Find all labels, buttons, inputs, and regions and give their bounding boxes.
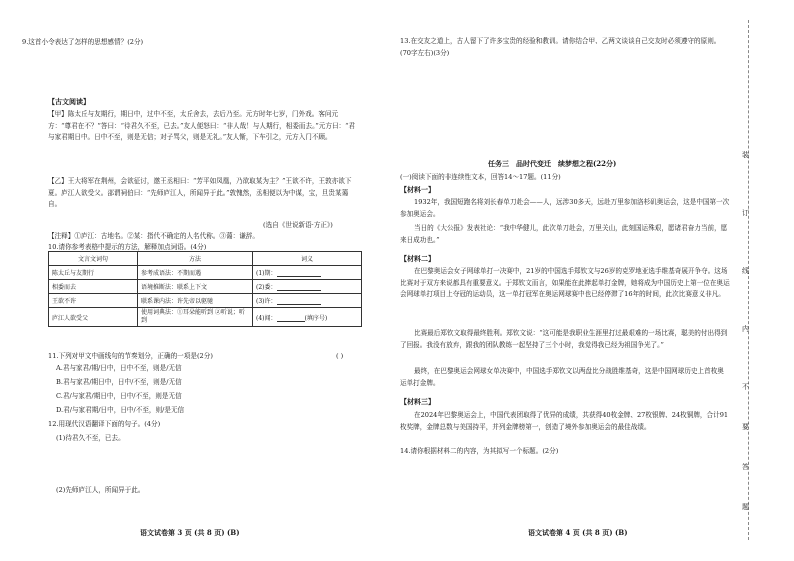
table-cell: 语境推断法：联系上下文 (138, 280, 253, 294)
answer-bracket[interactable]: ( ) (336, 352, 344, 360)
margin-char: 内 (742, 325, 749, 333)
passage-source: (选自《世说新语·方正》) (263, 221, 333, 229)
table-header: 文言文词句 (49, 252, 138, 266)
table-cell-answer (253, 294, 362, 308)
table-cell: 庐江人欲受父 (49, 308, 138, 327)
option-c[interactable]: C.君/与家君/期日中，日中/不至，则是无信 (56, 392, 182, 400)
table-cell: 使用词典法：①耳朵能听到 ②听说；听到 (138, 308, 253, 327)
question-12: 12.用现代汉语翻译下面的句子。(4分) (48, 420, 161, 428)
answer-blank[interactable] (277, 284, 321, 291)
table-row (49, 266, 362, 280)
table-cell: 联系课内法：许先帝以驱驰 (138, 294, 253, 308)
answer-label: (2)委： (256, 284, 277, 291)
margin-char: 不 (742, 383, 749, 391)
page-footer-right: 语文试卷第 4 页 (共 8 页) (B) (528, 528, 628, 537)
answer-blank[interactable] (277, 270, 321, 277)
answer-note: (填序号) (304, 314, 328, 322)
table-row (49, 294, 362, 308)
margin-char: 订 (742, 209, 749, 217)
answer-label: (1)期： (256, 270, 277, 277)
table-cell: 王欲不许 (49, 294, 138, 308)
margin-char: 装 (742, 151, 749, 159)
question-12-1: (1)待君久不至，已去。 (56, 434, 125, 442)
answer-blank[interactable] (277, 298, 321, 305)
question-12-2: (2)先师庐江人，所闻异于此。 (56, 486, 145, 494)
margin-char: 要 (742, 423, 749, 431)
material-2-para-2: 比赛最后郑钦文取得最终胜利。郑钦文说：“这可能是我职业生涯里打过最艰难的一场比赛，聪美的付出得到了回报。我没有放弃，跟我的团队教练一起坚持了三个小时，我觉得我已经为祖国争光了。” (400, 329, 728, 349)
question-10: 10.请你参考表格中提示的方法，解释加点词语。(4分) (48, 243, 207, 251)
material-1-para-1: 1932年，我国短跑名将刘长春单刀赴会——人，远涉30多天，远赴万里参加洛杉矶奥运会，这是中国第一次参加奥运会。 (400, 198, 730, 218)
table-cell: 陈太丘与友期行 (49, 266, 138, 280)
material-3-label: 【材料三】 (400, 397, 435, 406)
table-cell: 参考成语法：不期而遇 (138, 266, 253, 280)
passage-notes: 【注释】①庐江：古地名。②某：指代不确定的人名代称。③蔼：谦辞。 (48, 232, 259, 240)
question-11: 11.下列对甲文中画线句的节奏划分，正确的一项是(2分) (48, 352, 213, 360)
table-cell: 相委而去 (49, 280, 138, 294)
material-1-para-2: 当日的《大公报》发表社论：“我中华健儿，此次单刀赴会，万里关山，此刻国运殊艰，愿诸君奋力当前，愿来日成功也。” (400, 224, 728, 244)
answer-blank[interactable] (277, 315, 305, 322)
material-2-label: 【材料二】 (400, 254, 435, 263)
question-14: 14.请你根据材料二的内容，为其拟写一个标题。(2分) (400, 447, 559, 455)
margin-char: 题 (742, 503, 749, 511)
option-d[interactable]: D.君/与家君期/日中，日中/不至，则/是无信 (56, 406, 185, 414)
table-cell-answer (253, 266, 362, 280)
table-header: 方法 (138, 252, 253, 266)
section-title-classical: 【古文阅读】 (48, 97, 90, 106)
table-cell-answer (253, 308, 362, 327)
question-9: 9.这首小令表达了怎样的思想感情？(2分) (22, 38, 144, 46)
passage-jia: 【甲】陈太丘与友期行，期日中，过中不至，太丘舍去，去后乃至。元方时年七岁，门外戏。客问元方：“尊君在不？”答曰：“待君久不至，已去。”友人便怒曰：“非人哉！与人期行，相委而去。”元方曰：“君与家君期日中。日中不至，则是无信；对子骂父，则是无礼。”友人惭，下车引之，元方入门不顾。 (48, 110, 356, 141)
margin-char: 线 (742, 267, 749, 275)
material-2-para-1: 在巴黎奥运会女子网球单打一决赛中，21岁的中国选手郑钦文与26岁的克罗地亚选手维基奇展开争夺。这场比赛对于双方来说都具有重要意义。于郑钦文而言，如果能在此捧起单打金牌，她将成为中国历史上第一位在奥运会网球单打项目上夺冠的运动员，这一单打冠军在奥运网球赛中也已经停滞了16年的时间，此次比赛意义非凡。 (400, 267, 730, 298)
material-3-para-1: 在2024年巴黎奥运会上，中国代表团取得了优异的成绩，共获得40枚金牌、27枚银牌、24枚铜牌，合计91枚奖牌，金牌总数与美国持平，并列金牌榜第一，创造了境外参加奥运会的最佳战绩。 (400, 411, 729, 431)
answer-label: (3)许： (256, 298, 277, 305)
table-header-row (49, 252, 362, 266)
binding-margin-line (748, 20, 779, 540)
question-13: 13.在交友之道上，古人留下了许多宝贵的经验和教训。请你结合甲、乙两文谈谈自己交友时必须遵守的原则。(70字左右)(3分) (400, 37, 721, 57)
passage-yi: 【乙】王大将军在荆州，会欲征讨，邀王丞相曰：“芳平如凤凰，乃欲取某为主？”王欲不许，王敦亦欲下夏。庐江人欲受父。邵谓祠伯曰：“先师庐江人，所闻异于此。”敦愧然，丞相便以为中谋，宝，旦贵某蔼自。 (48, 177, 352, 208)
answer-label: (4)闻： (256, 314, 277, 322)
option-a[interactable]: A.君与家君/期/日中，日中不至，则是/无信 (56, 364, 182, 372)
table-row (49, 280, 362, 294)
material-1-label: 【材料一】 (400, 185, 435, 194)
page-footer-left: 语文试卷第 3 页 (共 8 页) (B) (140, 528, 240, 537)
table-row (49, 308, 362, 327)
material-2-para-3: 最终，在巴黎奥运会网球女单决赛中，中国选手郑钦文以两盘比分战胜维基奇，这是中国网球历史上首枚奥运单打金牌。 (400, 367, 724, 387)
margin-char: 答 (742, 463, 749, 471)
vocab-table (48, 251, 362, 327)
option-b[interactable]: B.君与家君/期日中，日中/不至，则是/无信 (56, 378, 182, 386)
table-header: 词义 (253, 252, 362, 266)
task-title: 任务三 品时代变迁 续梦想之程(22分) (488, 159, 617, 168)
reading-intro: (一)阅读下面的非连续性文本，回答14～17题。(11分) (400, 173, 561, 181)
table-cell-answer (253, 280, 362, 294)
